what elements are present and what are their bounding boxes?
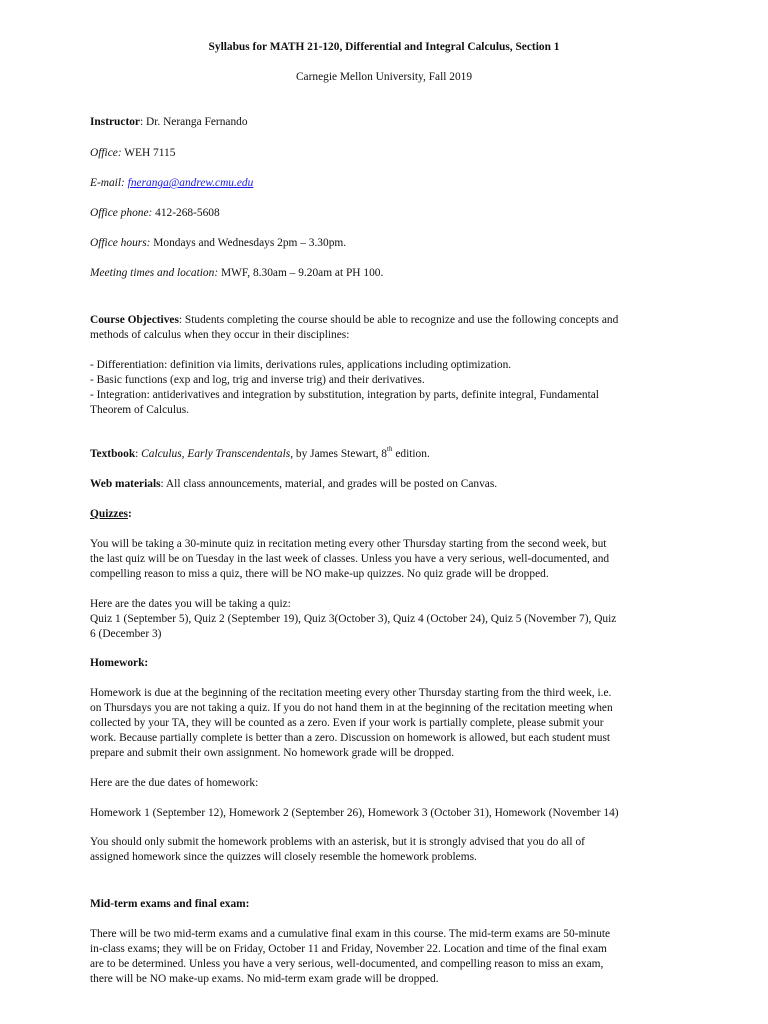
quiz-dates-line: 6 (December 3) — [90, 628, 162, 640]
list-item: - Differentiation: definition via limits, derivations rules, applications including optimization. — [90, 359, 512, 371]
text-line: the last quiz will be on Tuesday in the last week of classes. Unless you have a very serious, well-documented, and — [90, 553, 610, 565]
exams-heading: Mid-term exams and final exam: — [90, 898, 250, 910]
meeting-value: MWF, 8.30am – 9.20am at PH 100. — [218, 267, 384, 279]
meeting-label: Meeting times and location: — [90, 267, 219, 279]
web-materials-text: : All class announcements, material, and grades will be posted on Canvas. — [160, 478, 498, 490]
homework-paragraph-1 — [90, 686, 680, 761]
textbook-colon: : — [135, 448, 142, 460]
instructor-label: Instructor — [90, 116, 140, 128]
office-hours-value: Mondays and Wednesdays 2pm – 3.30pm. — [150, 237, 347, 249]
text-line: prepare and submit their own assignment. No homework grade will be dropped. — [90, 747, 455, 759]
objectives-label: Course Objectives — [90, 314, 179, 326]
objectives-text-2: methods of calculus when they occur in their disciplines: — [90, 329, 350, 341]
quiz-dates-line: Quiz 1 (September 5), Quiz 2 (September 19), Quiz 3(October 3), Quiz 4 (October 24), Quiz 5 (November 7), Quiz — [90, 613, 617, 625]
homework-paragraph-4 — [90, 835, 680, 865]
text-line: You will be taking a 30-minute quiz in recitation meting every other Thursday starting from the second week, but — [90, 538, 607, 550]
instructor-line — [90, 115, 680, 130]
email-label: E-mail: — [90, 177, 128, 189]
textbook-edition: edition. — [392, 448, 430, 460]
instructor-value: : Dr. Neranga Fernando — [139, 116, 248, 128]
objectives-text: : Students completing the course should be able to recognize and use the following concepts and — [178, 314, 619, 326]
email-link[interactable]: fneranga@andrew.cmu.edu — [127, 177, 254, 189]
email-line — [90, 176, 680, 191]
text-line: compelling reason to miss a quiz, there will be NO make-up quizzes. No quiz grade will be dropped. — [90, 568, 549, 580]
office-value: WEH 7115 — [121, 147, 176, 159]
office-line — [90, 146, 680, 161]
phone-line — [90, 206, 680, 221]
office-hours-label: Office hours: — [90, 237, 151, 249]
text-line: work. Because partially complete is better than a zero. Discussion on homework is allowed, but each student must — [90, 732, 611, 744]
text-line: Homework is due at the beginning of the recitation meeting every other Thursday starting from the third week, i.e. — [90, 687, 612, 699]
document-subtitle: Carnegie Mellon University, Fall 2019 — [295, 71, 473, 83]
textbook-line — [90, 447, 680, 462]
homework-paragraph-2: Here are the due dates of homework: — [90, 777, 259, 789]
list-item-continued: Theorem of Calculus. — [90, 404, 190, 416]
text-line: You should only submit the homework problems with an asterisk, but it is strongly advised that you do all of — [90, 836, 585, 848]
quizzes-heading — [90, 507, 680, 522]
textbook-title: Calculus, Early Transcendentals, — [141, 448, 294, 460]
office-hours-line — [90, 236, 680, 251]
objectives-list — [90, 358, 680, 418]
quizzes-heading-colon: : — [127, 508, 132, 520]
textbook-author: by James Stewart, 8 — [293, 448, 388, 460]
meeting-line — [90, 266, 680, 281]
text-line: assigned homework since the quizzes will closely resemble the homework problems. — [90, 851, 477, 863]
phone-value: 412-268-5608 — [152, 207, 220, 219]
web-materials-line — [90, 477, 680, 492]
quizzes-heading-text: Quizzes — [90, 508, 128, 520]
textbook-label: Textbook — [90, 448, 136, 460]
text-line: in-class exams; they will be on Friday, October 11 and Friday, November 22. Location and time of the final exam — [90, 943, 607, 955]
list-item: - Basic functions (exp and log, trig and inverse trig) and their derivatives. — [90, 374, 425, 386]
text-line: collected by your TA, they will be counted as a zero. Even if your work is partially complete, please submit your — [90, 717, 604, 729]
text-line: there will be NO make-up exams. No mid-term exam grade will be dropped. — [90, 973, 439, 985]
document-title: Syllabus for MATH 21-120, Differential and Integral Calculus, Section 1 — [208, 41, 560, 53]
list-item: - Integration: antiderivatives and integration by substitution, integration by parts, definite integral, Fundamental — [90, 389, 599, 401]
text-line: Here are the dates you will be taking a quiz: — [90, 598, 291, 610]
text-line: are to be determined. Unless you have a very serious, well-documented, and compelling reason to miss an exam, — [90, 958, 604, 970]
office-label: Office: — [90, 147, 122, 159]
homework-due-dates: Homework 1 (September 12), Homework 2 (September 26), Homework 3 (October 31), Homework (November 14) — [90, 807, 619, 819]
web-materials-label: Web materials — [90, 478, 161, 490]
phone-label: Office phone: — [90, 207, 153, 219]
text-line: on Thursdays you are not taking a quiz. If you do not hand them in at the beginning of the recitation meeting when — [90, 702, 613, 714]
exams-paragraph — [90, 927, 680, 987]
course-objectives — [90, 313, 680, 343]
quizzes-paragraph-1 — [90, 537, 680, 582]
quizzes-paragraph-2 — [90, 597, 680, 642]
text-line: There will be two mid-term exams and a cumulative final exam in this course. The mid-term exams are 50-minute — [90, 928, 611, 940]
homework-heading: Homework: — [90, 657, 149, 669]
textbook-edition-sup: th — [387, 445, 393, 454]
